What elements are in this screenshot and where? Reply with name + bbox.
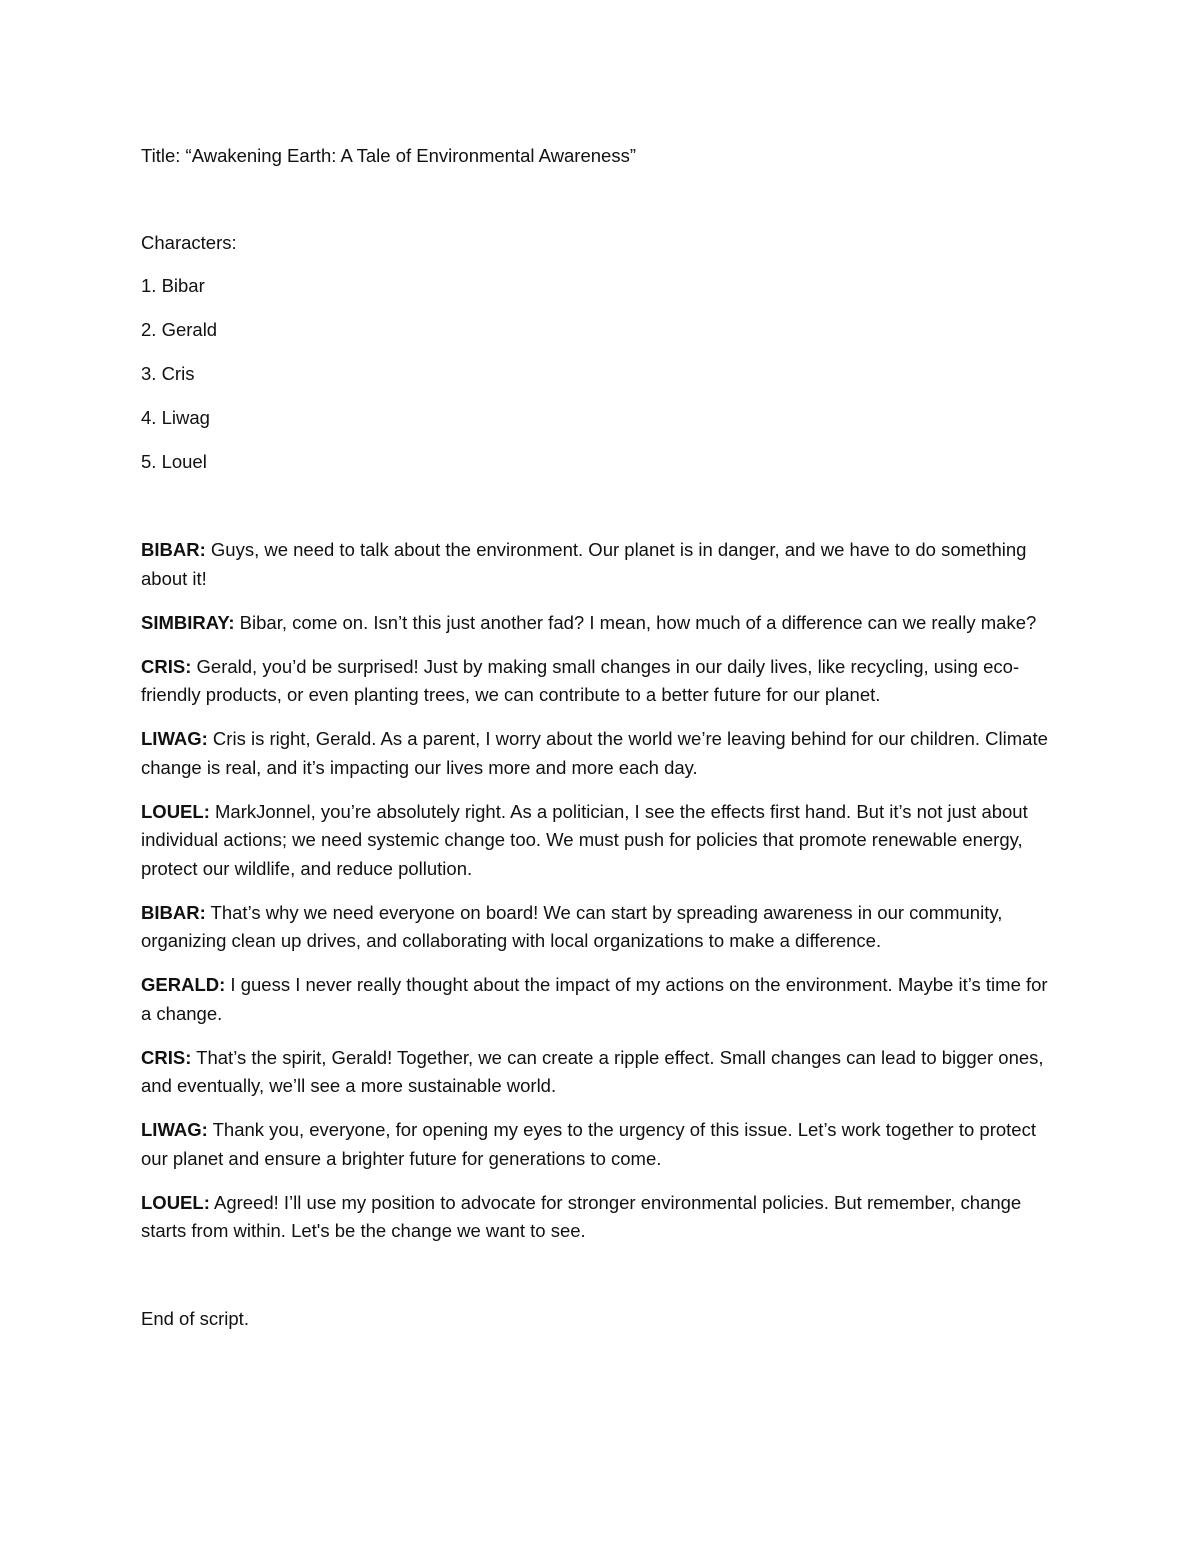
dialogue-line	[141, 1044, 1061, 1101]
dialogue-line	[141, 971, 1061, 1028]
speaker-name: CRIS:	[141, 655, 192, 677]
dialogue-text: Agreed! I’ll use my position to advocate for stronger environmental policies. But remember, change starts from within. Let's be the change we want to see.	[141, 1191, 1022, 1241]
document-body	[141, 142, 1061, 1334]
characters-heading: Characters:	[141, 231, 237, 253]
dialogue-text: That’s the spirit, Gerald! Together, we can create a ripple effect. Small changes can lead to bigger ones, and eventually, we’ll see a more sustainable world.	[141, 1046, 1044, 1096]
character-item: 1. Bibar	[141, 275, 205, 296]
dialogue-line	[141, 536, 1061, 593]
document-title: Title: “Awakening Earth: A Tale of Environmental Awareness”	[141, 145, 636, 166]
dialogue-line	[141, 653, 1061, 710]
speaker-name: LOUEL:	[141, 1191, 210, 1213]
dialogue-line	[141, 609, 1061, 638]
dialogue-line	[141, 725, 1061, 782]
dialogue-line	[141, 1116, 1061, 1173]
speaker-name: BIBAR:	[141, 539, 206, 560]
speaker-name: LOUEL:	[141, 800, 210, 822]
spacer	[141, 1261, 1061, 1305]
end-of-script: End of script.	[141, 1308, 249, 1329]
character-item: 3. Cris	[141, 363, 195, 384]
dialogue-text: MarkJonnel, you’re absolutely right. As a politician, I see the effects first hand. But it’s not just about individual actions; we need systemic change too. We must push for policies that promote renewable energy, protect our wildlife, and reduce pollution.	[141, 800, 1028, 879]
dialogue-text: Gerald, you’d be surprised! Just by making small changes in our daily lives, like recycling, using eco-friendly products, or even planting trees, we can contribute to a better future for our planet.	[141, 655, 1020, 705]
speaker-name: BIBAR:	[141, 901, 206, 923]
character-item: 4. Liwag	[141, 407, 210, 428]
dialogue-text: Bibar, come on. Isn’t this just another fad? I mean, how much of a difference can we really make?	[234, 611, 1037, 633]
dialogue-text: Cris is right, Gerald. As a parent, I worry about the world we’re leaving behind for our children. Climate change is real, and it’s impacting our lives more and more each day.	[141, 728, 1048, 778]
character-list	[141, 272, 1061, 477]
character-item: 5. Louel	[141, 451, 207, 472]
dialogue-line	[141, 899, 1061, 956]
spacer	[141, 171, 1061, 229]
dialogue-text: Guys, we need to talk about the environment. Our planet is in danger, and we have to do something about it!	[141, 539, 1027, 589]
dialogue-section	[141, 536, 1061, 1246]
dialogue-text: I guess I never really thought about the impact of my actions on the environment. Maybe it’s time for a change.	[141, 974, 1048, 1024]
spacer	[141, 492, 1061, 536]
character-item: 2. Gerald	[141, 319, 218, 340]
dialogue-line	[141, 1189, 1061, 1246]
dialogue-text: That’s why we need everyone on board! We can start by spreading awareness in our community, organizing clean up drives, and collaborating with local organizations to make a difference.	[141, 901, 1003, 951]
speaker-name: LIWAG:	[141, 1119, 208, 1140]
speaker-name: SIMBIRAY:	[141, 611, 235, 633]
speaker-name: CRIS:	[141, 1046, 192, 1068]
dialogue-line	[141, 798, 1061, 884]
dialogue-text: Thank you, everyone, for opening my eyes to the urgency of this issue. Let’s work together to protect our planet and ensure a brighter future for generations to come.	[141, 1119, 1036, 1169]
speaker-name: GERALD:	[141, 974, 226, 995]
speaker-name: LIWAG:	[141, 728, 208, 749]
